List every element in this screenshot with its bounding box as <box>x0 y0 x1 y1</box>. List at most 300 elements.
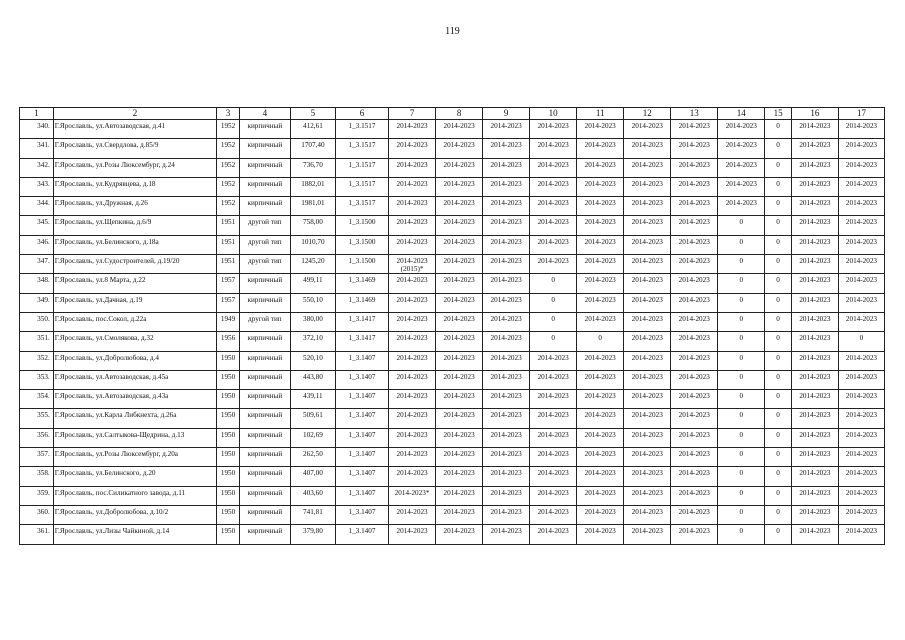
table-cell: 380,00 <box>290 312 335 331</box>
table-cell: 0 <box>718 486 765 505</box>
table-cell: 1949 <box>217 312 239 331</box>
table-cell: кирпичный <box>239 467 290 486</box>
table-cell: кирпичный <box>239 158 290 177</box>
table-cell: 2014-2023 <box>483 332 530 351</box>
table-cell: 2014-2023 <box>483 274 530 293</box>
table-cell: кирпичный <box>239 505 290 524</box>
table-cell: 2014-2023 <box>436 197 483 216</box>
row-number-cell: 345. <box>20 216 54 235</box>
table-cell: 2014-2023 <box>483 158 530 177</box>
table-cell: 2014-2023 <box>624 197 671 216</box>
row-number-cell: 346. <box>20 235 54 254</box>
table-cell: 2014-2023 <box>671 120 718 139</box>
table-cell: 2014-2023 <box>791 409 838 428</box>
table-cell: 2014-2023 <box>838 370 884 389</box>
column-header: 16 <box>791 108 838 120</box>
address-cell: Г.Ярославль, пос.Сокол, д.22а <box>53 312 217 331</box>
table-cell: кирпичный <box>239 390 290 409</box>
row-number-cell: 359. <box>20 486 54 505</box>
table-cell: 0 <box>765 409 792 428</box>
table-cell: другой тип <box>239 235 290 254</box>
table-cell: 0 <box>718 216 765 235</box>
table-cell: 2014-2023 <box>791 235 838 254</box>
table-cell: 0 <box>765 525 792 544</box>
table-cell: 1_3.1500 <box>335 216 388 235</box>
table-cell: 1_3.1407 <box>335 370 388 389</box>
table-cell: 2014-2023 <box>577 525 624 544</box>
table-cell: 2014-2023 <box>718 120 765 139</box>
table-cell: кирпичный <box>239 293 290 312</box>
table-cell: кирпичный <box>239 177 290 196</box>
table-cell: 2014-2023 <box>838 312 884 331</box>
table-cell: 2014-2023 <box>483 197 530 216</box>
table-cell: другой тип <box>239 255 290 274</box>
table-cell: 2014-2023 <box>624 120 671 139</box>
table-cell: 2014-2023 <box>838 177 884 196</box>
table-cell: 2014-2023 <box>389 505 436 524</box>
address-cell: Г.Ярославль, ул.Салтыкова-Щедрина, д.13 <box>53 428 217 447</box>
table-cell: 2014-2023 <box>718 158 765 177</box>
table-cell: 2014-2023 <box>577 312 624 331</box>
table-row <box>20 197 885 216</box>
table-row <box>20 158 885 177</box>
table-cell: 2014-2023 <box>483 486 530 505</box>
table-cell: 2014-2023 <box>436 177 483 196</box>
table-cell: 2014-2023 <box>624 448 671 467</box>
table-cell: 2014-2023 <box>483 293 530 312</box>
table-cell: 2014-2023 <box>838 351 884 370</box>
table-cell: 2014-2023 <box>436 370 483 389</box>
table-cell: 2014-2023 <box>389 525 436 544</box>
table-cell: 2014-2023 <box>838 448 884 467</box>
table-cell: 2014-2023 <box>577 505 624 524</box>
table-cell: 262,50 <box>290 448 335 467</box>
table-cell: 2014-2023 <box>577 293 624 312</box>
table-cell: 0 <box>530 332 577 351</box>
table-cell: 0 <box>530 293 577 312</box>
table-cell: 2014-2023 <box>791 505 838 524</box>
column-header: 15 <box>765 108 792 120</box>
table-cell: 2014-2023 <box>791 312 838 331</box>
table-body <box>20 120 885 545</box>
row-number-cell: 349. <box>20 293 54 312</box>
table-cell: 1951 <box>217 216 239 235</box>
table-cell: 2014-2023 <box>791 351 838 370</box>
table-cell: 0 <box>718 505 765 524</box>
table-cell: 2014-2023 <box>671 351 718 370</box>
table-cell: 2014-2023 <box>624 293 671 312</box>
table-cell: 2014-2023 <box>577 370 624 389</box>
table-cell: 2014-2023 <box>483 525 530 544</box>
table-row <box>20 312 885 331</box>
table-cell: 2014-2023 <box>671 255 718 274</box>
table-row <box>20 409 885 428</box>
row-number-cell: 361. <box>20 525 54 544</box>
table-cell: 2014-2023 <box>838 197 884 216</box>
table-cell: 2014-2023 <box>624 370 671 389</box>
table-cell: 758,00 <box>290 216 335 235</box>
page-number: 119 <box>445 26 460 37</box>
address-cell: Г.Ярославль, ул.Лизы Чайкиной, д.14 <box>53 525 217 544</box>
table-cell: 2014-2023 <box>389 370 436 389</box>
table-cell: 0 <box>718 274 765 293</box>
table-cell: 1_3.1407 <box>335 486 388 505</box>
column-header: 14 <box>718 108 765 120</box>
table-cell: 2014-2023 <box>624 486 671 505</box>
table-cell: 2014-2023 <box>577 197 624 216</box>
table-cell: 2014-2023 <box>718 197 765 216</box>
table-cell: 2014-2023 <box>389 235 436 254</box>
table-cell: 412,61 <box>290 120 335 139</box>
table-row <box>20 467 885 486</box>
table-cell: 1882,01 <box>290 177 335 196</box>
table-cell: 1957 <box>217 293 239 312</box>
row-number-cell: 354. <box>20 390 54 409</box>
table-cell: 550,10 <box>290 293 335 312</box>
address-cell: Г.Ярославль, ул.Дачная, д.19 <box>53 293 217 312</box>
table-cell: 0 <box>765 293 792 312</box>
table-cell: 0 <box>718 390 765 409</box>
table-cell: 1_3.1407 <box>335 448 388 467</box>
row-number-cell: 341. <box>20 139 54 158</box>
table-cell: 0 <box>765 467 792 486</box>
address-cell: Г.Ярославль, ул.Свердлова, д.85/9 <box>53 139 217 158</box>
table-cell: 2014-2023 <box>483 139 530 158</box>
table-cell: 1010,70 <box>290 235 335 254</box>
table-cell: кирпичный <box>239 486 290 505</box>
table-cell: 2014-2023 <box>436 409 483 428</box>
table-cell: 0 <box>718 370 765 389</box>
table-cell: 2014-2023 <box>483 428 530 447</box>
table-cell: 2014-2023 <box>791 197 838 216</box>
table-cell: другой тип <box>239 312 290 331</box>
housing-register-table <box>19 107 885 545</box>
table-cell: 2014-2023 <box>671 467 718 486</box>
table-cell: 2014-2023 <box>624 390 671 409</box>
table-cell: 2014-2023 <box>624 467 671 486</box>
table-cell: 2014-2023 <box>671 332 718 351</box>
table-cell: 1950 <box>217 467 239 486</box>
table-cell: 0 <box>718 525 765 544</box>
table-row <box>20 448 885 467</box>
table-cell: 2014-2023 <box>671 235 718 254</box>
table-cell: 2014-2023 <box>577 177 624 196</box>
table-cell: 2014-2023 <box>483 255 530 274</box>
table-cell: 0 <box>765 505 792 524</box>
column-header: 3 <box>217 108 239 120</box>
table-cell: 2014-2023 <box>577 409 624 428</box>
table-cell: 2014-2023 <box>436 158 483 177</box>
table-cell: 2014-2023 <box>577 486 624 505</box>
table-cell: 2014-2023 <box>838 467 884 486</box>
table-cell: 2014-2023 <box>791 486 838 505</box>
table-cell: 0 <box>765 255 792 274</box>
table-cell: 2014-2023 <box>791 390 838 409</box>
table-cell: 509,61 <box>290 409 335 428</box>
table-cell: 1950 <box>217 486 239 505</box>
table-row <box>20 351 885 370</box>
table-cell: 2014-2023 <box>791 332 838 351</box>
table-cell: 2014-2023 <box>436 332 483 351</box>
table-cell: 2014-2023 <box>483 235 530 254</box>
row-number-cell: 351. <box>20 332 54 351</box>
table-cell: 1950 <box>217 505 239 524</box>
table-cell: 1245,20 <box>290 255 335 274</box>
table-cell: 2014-2023 <box>483 448 530 467</box>
table-cell: 2014-2023 <box>624 332 671 351</box>
table-cell: 2014-2023 <box>791 216 838 235</box>
table-cell: 2014-2023 <box>791 255 838 274</box>
table-cell: 2014-2023 <box>530 370 577 389</box>
table-cell: 2014-2023 <box>436 120 483 139</box>
table-cell: 0 <box>718 428 765 447</box>
column-header: 1 <box>20 108 54 120</box>
table-cell: 2014-2023 <box>530 120 577 139</box>
table-cell: 1_3.1469 <box>335 274 388 293</box>
table-cell: 2014-2023 <box>530 428 577 447</box>
table-cell: 2014-2023 <box>530 177 577 196</box>
table-cell: 0 <box>530 312 577 331</box>
table-cell: кирпичный <box>239 139 290 158</box>
table-cell: 2014-2023 <box>791 467 838 486</box>
table-cell: 2014-2023 <box>436 235 483 254</box>
table-cell: 2014-2023 <box>436 139 483 158</box>
table-cell: 2014-2023 <box>436 486 483 505</box>
table-cell: 2014-2023 <box>389 177 436 196</box>
table-cell: 2014-2023 <box>530 505 577 524</box>
table-cell: 2014-2023 <box>718 177 765 196</box>
table-cell: 2014-2023 <box>577 428 624 447</box>
table-cell: 0 <box>718 467 765 486</box>
table-cell: 1952 <box>217 197 239 216</box>
table-row <box>20 486 885 505</box>
table-cell: 2014-2023* <box>389 486 436 505</box>
table-cell: кирпичный <box>239 448 290 467</box>
table-cell: 1952 <box>217 177 239 196</box>
table-cell: 439,11 <box>290 390 335 409</box>
table-cell: 0 <box>765 351 792 370</box>
table-cell: 2014-2023 <box>624 158 671 177</box>
table-cell: 2014-2023 <box>624 216 671 235</box>
table-cell: 520,10 <box>290 351 335 370</box>
address-cell: Г.Ярославль, ул.Розы Люксембург, д.24 <box>53 158 217 177</box>
table-cell: 1_3.1407 <box>335 351 388 370</box>
table-cell: 2014-2023 <box>389 409 436 428</box>
table-row <box>20 428 885 447</box>
table-cell: 2014-2023 <box>530 409 577 428</box>
row-number-cell: 347. <box>20 255 54 274</box>
table-cell: 2014-2023 <box>577 274 624 293</box>
table-cell: 2014-2023 <box>791 158 838 177</box>
table-cell: 1951 <box>217 235 239 254</box>
table-cell: 0 <box>718 293 765 312</box>
table-cell: 1950 <box>217 409 239 428</box>
column-header: 17 <box>838 108 884 120</box>
table-cell: 0 <box>765 448 792 467</box>
table-cell: 2014-2023 <box>838 120 884 139</box>
table-cell: 2014-2023 <box>389 274 436 293</box>
address-cell: Г.Ярославль, ул.Дружная, д.26 <box>53 197 217 216</box>
table-row <box>20 505 885 524</box>
row-number-cell: 358. <box>20 467 54 486</box>
table-cell: 2014-2023 <box>671 216 718 235</box>
table-cell: 2014-2023 <box>577 390 624 409</box>
table-cell: 2014-2023 <box>671 448 718 467</box>
table-cell: 2014-2023 <box>624 139 671 158</box>
table-cell: 2014-2023 <box>436 351 483 370</box>
table-cell: 2014-2023 <box>577 139 624 158</box>
table-row <box>20 255 885 274</box>
table-cell: 2014-2023 <box>436 274 483 293</box>
table-cell: 2014-2023 <box>624 274 671 293</box>
table-cell: 1956 <box>217 332 239 351</box>
address-cell: Г.Ярославль, ул.Автозаводская, д.43а <box>53 390 217 409</box>
table-cell: 2014-2023 <box>436 390 483 409</box>
table-cell: 1950 <box>217 351 239 370</box>
table-cell: 741,81 <box>290 505 335 524</box>
table-cell: 2014-2023 <box>624 428 671 447</box>
table-cell: 2014-2023 <box>624 351 671 370</box>
table-cell: 1950 <box>217 428 239 447</box>
table-cell: 1707,40 <box>290 139 335 158</box>
table-cell: 0 <box>718 312 765 331</box>
table-cell: 2014-2023 <box>483 120 530 139</box>
table-cell: 2014-2023 <box>838 158 884 177</box>
column-header: 8 <box>436 108 483 120</box>
table-cell: 2014-2023 <box>791 370 838 389</box>
table-cell: 2014-2023 <box>624 505 671 524</box>
table-cell: кирпичный <box>239 197 290 216</box>
table-cell: 1_3.1517 <box>335 197 388 216</box>
row-number-cell: 343. <box>20 177 54 196</box>
table-cell: 2014-2023 <box>838 486 884 505</box>
table-cell: 2014-2023 <box>671 390 718 409</box>
table-cell: 2014-2023 <box>838 139 884 158</box>
column-header: 12 <box>624 108 671 120</box>
table-row <box>20 139 885 158</box>
table-cell: 1_3.1417 <box>335 332 388 351</box>
table-cell: 1950 <box>217 370 239 389</box>
table-cell: 2014-2023 <box>483 370 530 389</box>
table-cell: 1957 <box>217 274 239 293</box>
table-cell: кирпичный <box>239 120 290 139</box>
table-cell: 2014-2023 <box>671 197 718 216</box>
table-cell: 372,10 <box>290 332 335 351</box>
table-cell: кирпичный <box>239 351 290 370</box>
table-row <box>20 293 885 312</box>
table-cell: 2014-2023 <box>530 255 577 274</box>
table-cell: 2014-2023 <box>838 525 884 544</box>
table-cell: 2014-2023 <box>624 177 671 196</box>
table-cell: 2014-2023 <box>577 351 624 370</box>
table-cell: 2014-2023 <box>624 525 671 544</box>
table-cell: 0 <box>765 216 792 235</box>
table-cell: кирпичный <box>239 370 290 389</box>
row-number-cell: 355. <box>20 409 54 428</box>
table-row <box>20 235 885 254</box>
table-cell: 2014-2023 <box>483 216 530 235</box>
table-cell: 2014-2023 <box>389 351 436 370</box>
table-row <box>20 274 885 293</box>
address-cell: Г.Ярославль, ул.Добролюбова, д.4 <box>53 351 217 370</box>
table-cell: 2014-2023 <box>389 158 436 177</box>
table-cell: 1_3.1407 <box>335 525 388 544</box>
row-number-cell: 350. <box>20 312 54 331</box>
table-cell: 2014-2023 <box>838 505 884 524</box>
table-cell: 2014-2023 <box>671 370 718 389</box>
table-cell: 2014-2023 <box>791 120 838 139</box>
table-cell: 2014-2023 <box>671 486 718 505</box>
table-cell: 0 <box>765 370 792 389</box>
table-cell: 1_3.1500 <box>335 255 388 274</box>
table-cell: 1950 <box>217 390 239 409</box>
table-cell: кирпичный <box>239 428 290 447</box>
table-cell: 2014-2023 <box>483 467 530 486</box>
table-cell: 102,69 <box>290 428 335 447</box>
table-cell: 0 <box>718 332 765 351</box>
column-header: 11 <box>577 108 624 120</box>
table-cell: 2014-2023 <box>530 525 577 544</box>
table-cell: 2014-2023 <box>389 428 436 447</box>
table-cell: 2014-2023 <box>530 235 577 254</box>
table-cell: 1_3.1407 <box>335 390 388 409</box>
table-cell: 2014-2023 <box>577 120 624 139</box>
table-cell: 2014-2023 <box>389 293 436 312</box>
row-number-cell: 353. <box>20 370 54 389</box>
table-cell: другой тип <box>239 216 290 235</box>
table-cell: 2014-2023 <box>838 216 884 235</box>
table-cell: 2014-2023 <box>483 351 530 370</box>
table-cell: 0 <box>718 448 765 467</box>
table-cell: 1_3.1517 <box>335 120 388 139</box>
column-header: 2 <box>53 108 217 120</box>
table-cell: 1_3.1407 <box>335 467 388 486</box>
table-cell: 0 <box>718 235 765 254</box>
table-cell: 2014-2023 (2015)* <box>389 255 436 274</box>
table-cell: 0 <box>838 332 884 351</box>
row-number-cell: 357. <box>20 448 54 467</box>
column-header: 5 <box>290 108 335 120</box>
table-cell: 1952 <box>217 120 239 139</box>
table-cell: 2014-2023 <box>483 390 530 409</box>
address-cell: Г.Ярославль, ул.Автозаводская, д.45а <box>53 370 217 389</box>
row-number-cell: 340. <box>20 120 54 139</box>
table-cell: 2014-2023 <box>483 505 530 524</box>
table-cell: 2014-2023 <box>389 120 436 139</box>
table-cell: 0 <box>718 351 765 370</box>
table-cell: 2014-2023 <box>389 448 436 467</box>
table-cell: 1981,01 <box>290 197 335 216</box>
table-row <box>20 120 885 139</box>
table-cell: 2014-2023 <box>530 467 577 486</box>
table-cell: 2014-2023 <box>577 158 624 177</box>
address-cell: Г.Ярославль, ул.Судостроителей, д.19/20 <box>53 255 217 274</box>
table-cell: 2014-2023 <box>838 390 884 409</box>
table-cell: 2014-2023 <box>791 448 838 467</box>
table-cell: 2014-2023 <box>389 390 436 409</box>
column-header: 4 <box>239 108 290 120</box>
column-number-row <box>20 108 885 120</box>
table-cell: 2014-2023 <box>436 525 483 544</box>
table-row <box>20 525 885 544</box>
address-cell: Г.Ярославль, ул.Карла Либкнехта, д.26а <box>53 409 217 428</box>
table-cell: 2014-2023 <box>436 467 483 486</box>
table-cell: 0 <box>765 428 792 447</box>
table-cell: 2014-2023 <box>791 177 838 196</box>
table-cell: 2014-2023 <box>530 158 577 177</box>
table-cell: 2014-2023 <box>436 428 483 447</box>
row-number-cell: 342. <box>20 158 54 177</box>
